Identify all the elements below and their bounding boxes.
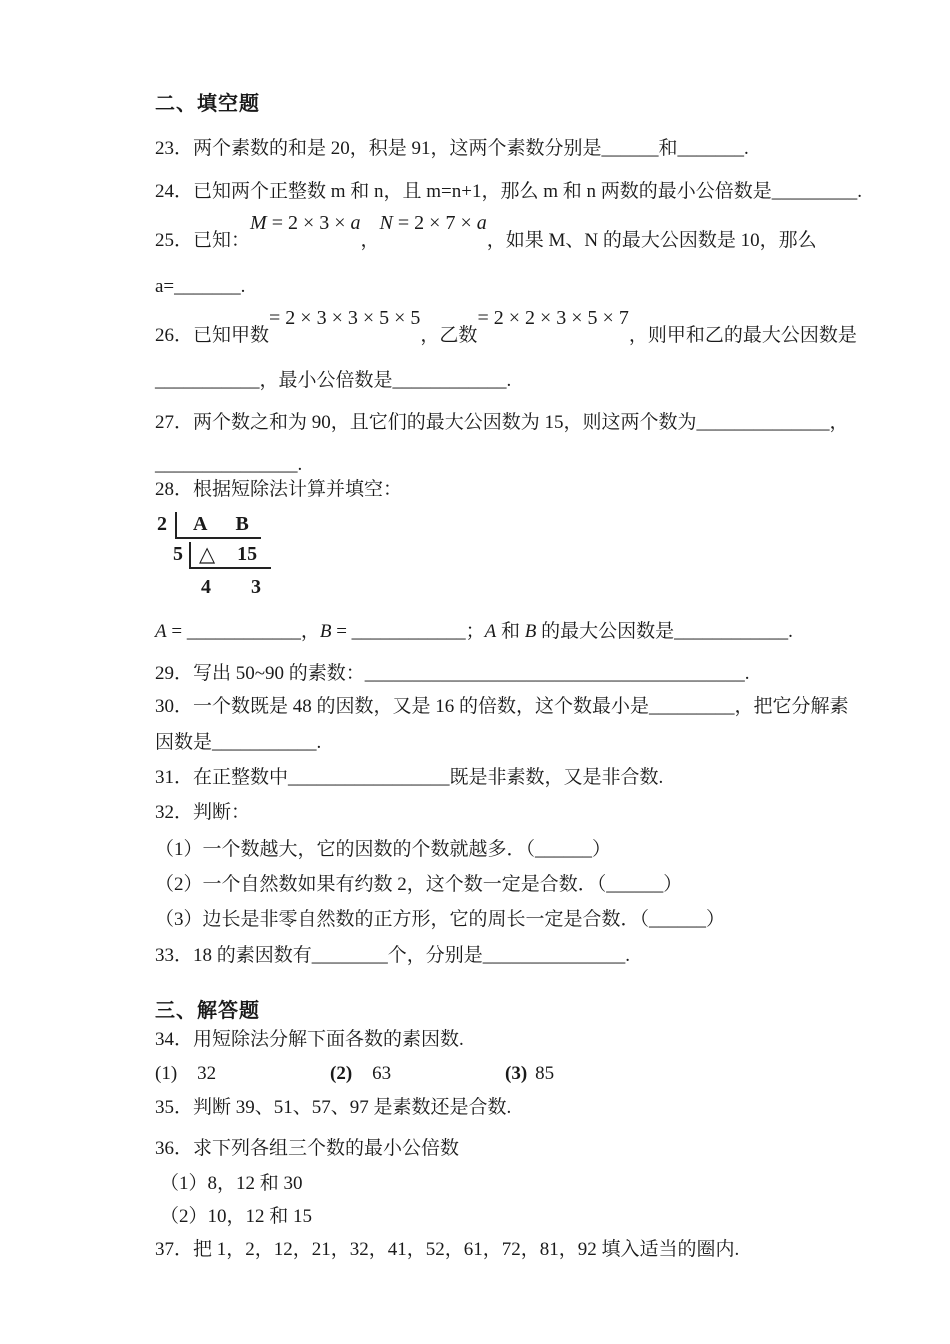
question-26-continuation: ___________，最小公倍数是____________. xyxy=(155,370,512,391)
short-division-diagram xyxy=(157,512,271,599)
question-36-item-1: （1）8，12 和 30 xyxy=(160,1173,303,1194)
question-29: 29．写出 50~90 的素数：________________________________________. xyxy=(155,663,750,684)
formula-N: N = 2 × 7 × a xyxy=(379,212,487,234)
triangle-placeholder: △ xyxy=(199,542,216,566)
question-27: 27．两个数之和为 90，且它们的最大公因数为 15，则这两个数为______________， xyxy=(155,412,849,433)
dividend-B: B xyxy=(235,513,249,535)
question-32-item-3: （3）边长是非零自然数的正方形，它的周长一定是合数．（______） xyxy=(155,909,726,930)
question-36-item-2: （2）10，12 和 15 xyxy=(160,1206,313,1227)
question-25-comma: ， xyxy=(360,230,380,251)
question-30-continuation: 因数是___________. xyxy=(155,732,322,753)
short-division-row-1 xyxy=(157,512,271,539)
item-number: (1) xyxy=(155,1063,178,1084)
item-value: 32 xyxy=(197,1063,217,1084)
question-25-prefix: 25．已知： xyxy=(155,230,251,251)
question-25-continuation: a=_______. xyxy=(155,276,246,297)
item-number: (3) xyxy=(505,1063,528,1084)
question-36: 36．求下列各组三个数的最小公倍数 xyxy=(155,1138,460,1159)
question-32: 32．判断： xyxy=(155,802,251,823)
short-division-row-2 xyxy=(173,542,271,569)
question-28-answer-line: A = ____________，B = ____________；A 和 B 的最大公因数是____________. xyxy=(155,621,793,642)
divisor-5: 5 xyxy=(173,543,183,565)
question-34-item-2 xyxy=(330,1062,391,1086)
question-33: 33．18 的素因数有________个，分别是_______________. xyxy=(155,945,631,966)
section-heading-fill-in: 二、填空题 xyxy=(155,93,260,115)
question-32-item-2: （2）一个自然数如果有约数 2，这个数一定是合数．（______） xyxy=(155,874,683,895)
question-25-suffix: ，如果 M、N 的最大公因数是 10，那么 xyxy=(486,230,817,251)
short-division-row-3 xyxy=(201,575,271,599)
question-37: 37．把 1，2，12，21，32，41，52，61，72，81，92 填入适当的圈内. xyxy=(155,1239,740,1260)
question-31: 31．在正整数中_________________既是非素数，又是非合数. xyxy=(155,767,664,788)
question-30: 30．一个数既是 48 的因数，又是 16 的倍数，这个数最小是_________，把它分解素 xyxy=(155,696,849,717)
result-3: 3 xyxy=(251,576,261,598)
question-26-mid: ，乙数 xyxy=(420,325,478,346)
question-25 xyxy=(155,212,817,253)
question-34-item-3 xyxy=(505,1062,554,1086)
item-number: (2) xyxy=(330,1063,353,1084)
question-35: 35．判断 39、51、57、97 是素数还是合数. xyxy=(155,1097,512,1118)
question-26 xyxy=(155,307,857,348)
result-4: 4 xyxy=(201,576,211,598)
question-24: 24．已知两个正整数 m 和 n，且 m=n+1，那么 m 和 n 两数的最小公倍数是_________. xyxy=(155,181,863,202)
question-23: 23．两个素数的和是 20，积是 91，这两个素数分别是______和_______. xyxy=(155,138,749,159)
question-27-continuation: _______________. xyxy=(155,454,303,475)
item-value: 85 xyxy=(535,1063,555,1084)
question-34-item-1 xyxy=(155,1062,216,1086)
dividend-A: A xyxy=(193,513,208,535)
question-26-suffix: ，则甲和乙的最大公因数是 xyxy=(628,325,857,346)
item-value: 63 xyxy=(372,1063,392,1084)
formula-number-yi: = 2 × 2 × 3 × 5 × 7 xyxy=(477,307,629,329)
section-heading-solve: 三、解答题 xyxy=(155,1000,260,1022)
formula-M: M = 2 × 3 × a xyxy=(250,212,361,234)
value-15: 15 xyxy=(237,543,258,565)
formula-number-jia: = 2 × 3 × 3 × 5 × 5 xyxy=(269,307,421,329)
question-26-prefix: 26．已知甲数 xyxy=(155,325,270,346)
question-34: 34．用短除法分解下面各数的素因数. xyxy=(155,1029,464,1050)
question-28: 28．根据短除法计算并填空： xyxy=(155,479,403,500)
divisor-2: 2 xyxy=(157,513,167,535)
question-32-item-1: （1）一个数越大，它的因数的个数就越多．（______） xyxy=(155,839,612,860)
